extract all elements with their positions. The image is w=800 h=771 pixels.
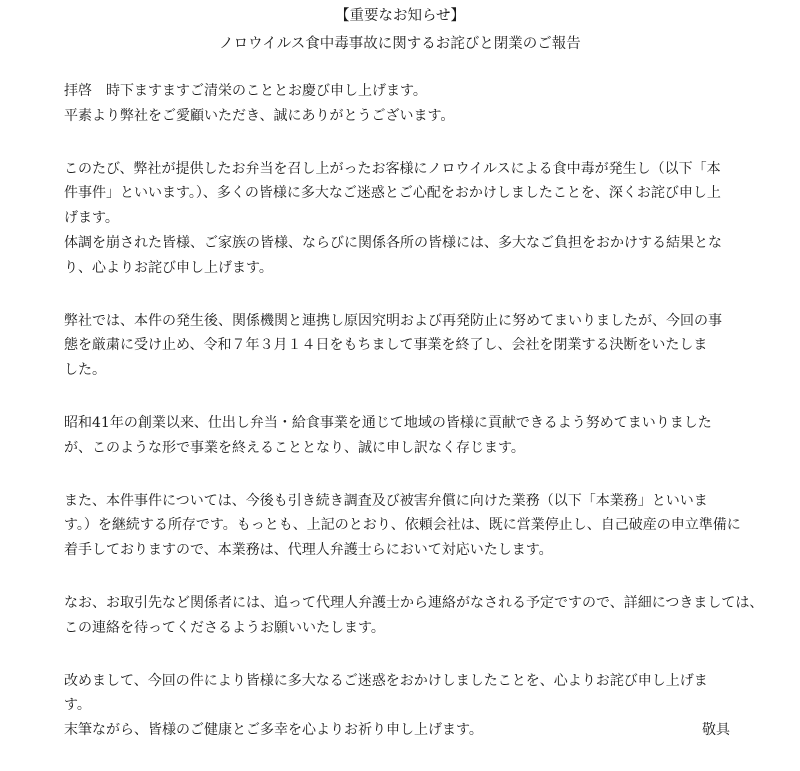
notice-subtitle: ノロウイルス食中毒事故に関するお詫びと閉業のご報告 <box>219 36 581 52</box>
text-line: 拝啓 時下ますますご清栄のこととお慶び申し上げます。 <box>64 83 427 99</box>
text-line: 末筆ながら、皆様のご健康とご多幸を心よりお祈り申し上げます。 <box>64 722 483 739</box>
paragraph-greeting <box>64 79 744 129</box>
paragraph-history <box>64 411 744 461</box>
text-line: なお、お取引先など関係者には、追って代理人弁護士から連絡がなされる予定ですので、詳細につきましては、 <box>64 594 764 611</box>
text-line: す。）を継続する所存です。もっとも、上記のとおり、依頼会社は、既に営業停止し、自己破産の申立準備に <box>64 517 741 534</box>
paragraph-closure-decision <box>64 309 744 383</box>
text-line: げます。 <box>64 210 119 227</box>
text-line: 態を厳粛に受け止め、令和７年３月１４日をもちまして事業を終了し、会社を閉業する決断をいたしま <box>64 337 708 354</box>
paragraph-apology <box>64 157 744 281</box>
paragraph-final-apology <box>64 669 744 743</box>
text-line: 着手しておりますので、本業務は、代理人弁護士らにおいて対応いたします。 <box>64 542 553 559</box>
notice-body <box>64 79 764 771</box>
text-line: この連絡を待ってくださるようお願いいたします。 <box>64 619 385 636</box>
paragraph-ongoing-work <box>64 489 744 563</box>
text-line: 平素より弊社をご愛顧いただき、誠にありがとうございます。 <box>64 107 455 124</box>
text-line: また、本件事件については、今後も引き続き調査及び被害弁償に向けた業務（以下「本業務」といいま <box>64 492 708 509</box>
text-line: 昭和41年の創業以来、仕出し弁当・給食事業を通じて地域の皆様に貢献できるよう努めてまいりました <box>64 414 712 431</box>
text-line: 件事件」といいます。）、多くの皆様に多大なご迷惑とご心配をおかけしましたことを、深くお詫び申し上 <box>64 185 721 202</box>
text-line: す。 <box>64 697 91 714</box>
text-line: 弊社では、本件の発生後、関係機関と連携し原因究明および再発防止に努めてまいりましたが、今回の事 <box>64 312 722 329</box>
text-line: このたび、弊社が提供したお弁当を召し上がったお客様にノロウイルスによる食中毒が発生し（以下「本 <box>64 160 721 177</box>
closing-signoff: 敬具 <box>702 722 730 738</box>
text-line: 改めまして、今回の件により皆様に多大なるご迷惑をおかけしましたことを、心よりお詫び申し上げま <box>64 672 708 689</box>
notice-title: 【重要なお知らせ】 <box>334 8 466 24</box>
text-line: した。 <box>64 362 106 379</box>
text-line: が、このような形で事業を終えることとなり、誠に申し訳なく存じます。 <box>64 439 525 456</box>
text-line: り、心よりお詫び申し上げます。 <box>64 259 273 276</box>
text-line: 体調を崩された皆様、ご家族の皆様、ならびに関係各所の皆様には、多大なご負担をおかけする結果とな <box>64 234 722 251</box>
paragraph-contact <box>64 591 764 641</box>
